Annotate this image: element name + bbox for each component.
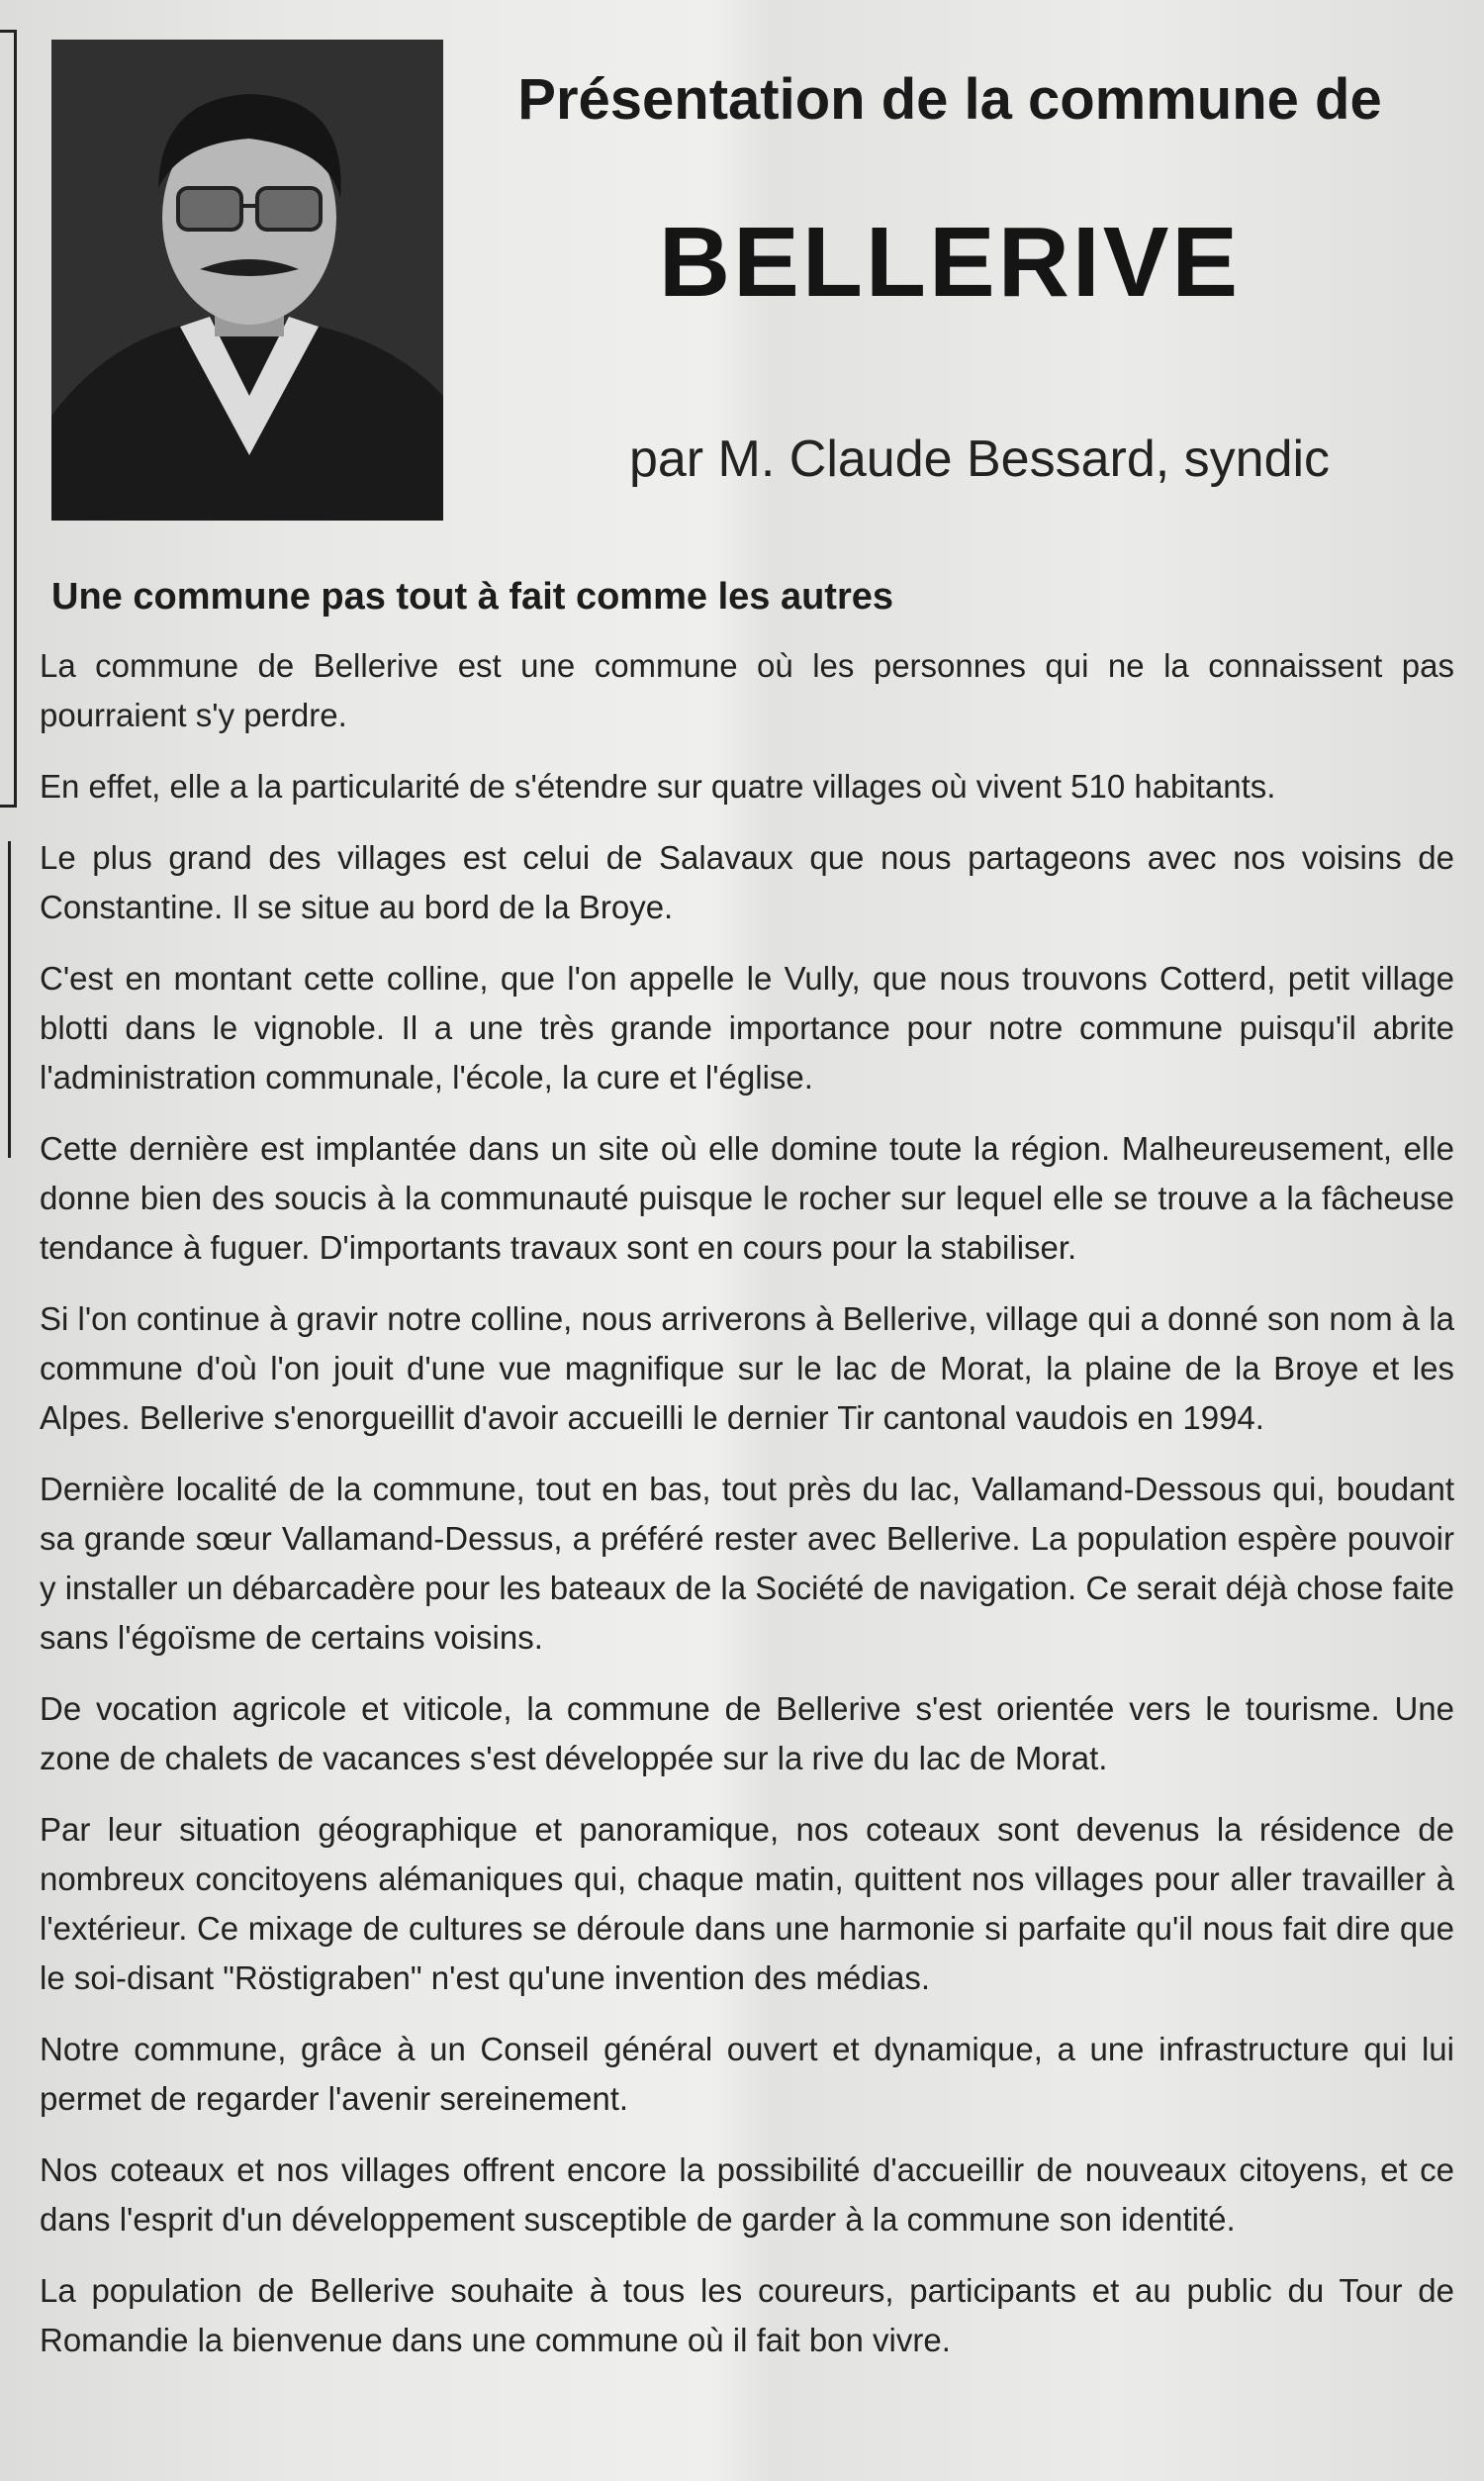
paragraph: La population de Bellerive souhaite à tous les coureurs, participants et au public du Tour de Romandie la bienvenue dans une commune où il fait bon vivre. xyxy=(40,2272,1454,2358)
column-rule xyxy=(0,841,11,1158)
paragraph: En effet, elle a la particularité de s'étendre sur quatre villages où vivent 510 habitants. xyxy=(40,768,1276,805)
paragraph: Cette dernière est implantée dans un site où elle domine toute la région. Malheureusement, elle donne bien des soucis à la communauté puisque le rocher sur lequel elle se trouve a la fâcheuse tendance à fuguer. D'importants travaux sont en cours pour la stabiliser. xyxy=(40,1130,1454,1266)
portrait-photo xyxy=(51,40,443,521)
article-subheading: Une commune pas tout à fait comme les autres xyxy=(51,576,894,618)
paragraph: Nos coteaux et nos villages offrent encore la possibilité d'accueillir de nouveaux citoyens, et ce dans l'esprit d'un développement susceptible de garder à la commune son identité. xyxy=(40,2151,1454,2238)
paragraph: C'est en montant cette colline, que l'on appelle le Vully, que nous trouvons Cotterd, petit village blotti dans le vignoble. Il a une très grande importance pour notre commune puisqu'il abrite l'administration communale, l'école, la cure et l'église. xyxy=(40,960,1454,1096)
paragraph: Si l'on continue à gravir notre colline, nous arriverons à Bellerive, village qui a donné son nom à la commune d'où l'on jouit d'une vue magnifique sur le lac de Morat, la plaine de la Broye et les Alpes. Bellerive s'enorgueillit d'avoir accueilli le dernier Tir cantonal vaudois en 1994. xyxy=(40,1300,1454,1436)
article-body xyxy=(40,641,1454,2387)
paragraph: Par leur situation géographique et panoramique, nos coteaux sont devenus la résidence de nombreux concitoyens alémaniques qui, chaque matin, quittent nos villages pour aller travailler à l'extérieur. Ce mixage de cultures se déroule dans une harmonie si parfaite qu'il nous fait dire que le soi-disant "Röstigraben" n'est qu'une invention des médias. xyxy=(40,1811,1454,1996)
column-rule xyxy=(0,30,17,808)
byline: par M. Claude Bessard, syndic xyxy=(628,430,1331,488)
paragraph: Le plus grand des villages est celui de Salavaux que nous partageons avec nos voisins de Constantine. Il se situe au bord de la Broye. xyxy=(40,839,1454,925)
commune-name: BELLERIVE xyxy=(658,207,1242,318)
paragraph: La commune de Bellerive est une commune où les personnes qui ne la connaissent pas pourraient s'y perdre. xyxy=(40,647,1454,733)
page-title: Présentation de la commune de xyxy=(517,67,1382,132)
paragraph: De vocation agricole et viticole, la commune de Bellerive s'est orientée vers le tourisme. Une zone de chalets de vacances s'est développée sur la rive du lac de Morat. xyxy=(40,1690,1454,1776)
paragraph: Notre commune, grâce à un Conseil général ouvert et dynamique, a une infrastructure qui lui permet de regarder l'avenir sereinement. xyxy=(40,2031,1454,2117)
paragraph: Dernière localité de la commune, tout en bas, tout près du lac, Vallamand-Dessous qui, boudant sa grande sœur Vallamand-Dessus, a préféré rester avec Bellerive. La population espère pouvoir y installer un débarcadère pour les bateaux de la Société de navigation. Ce serait déjà chose faite sans l'égoïsme de certains voisins. xyxy=(40,1471,1454,1656)
portrait-photo-icon xyxy=(51,40,443,521)
